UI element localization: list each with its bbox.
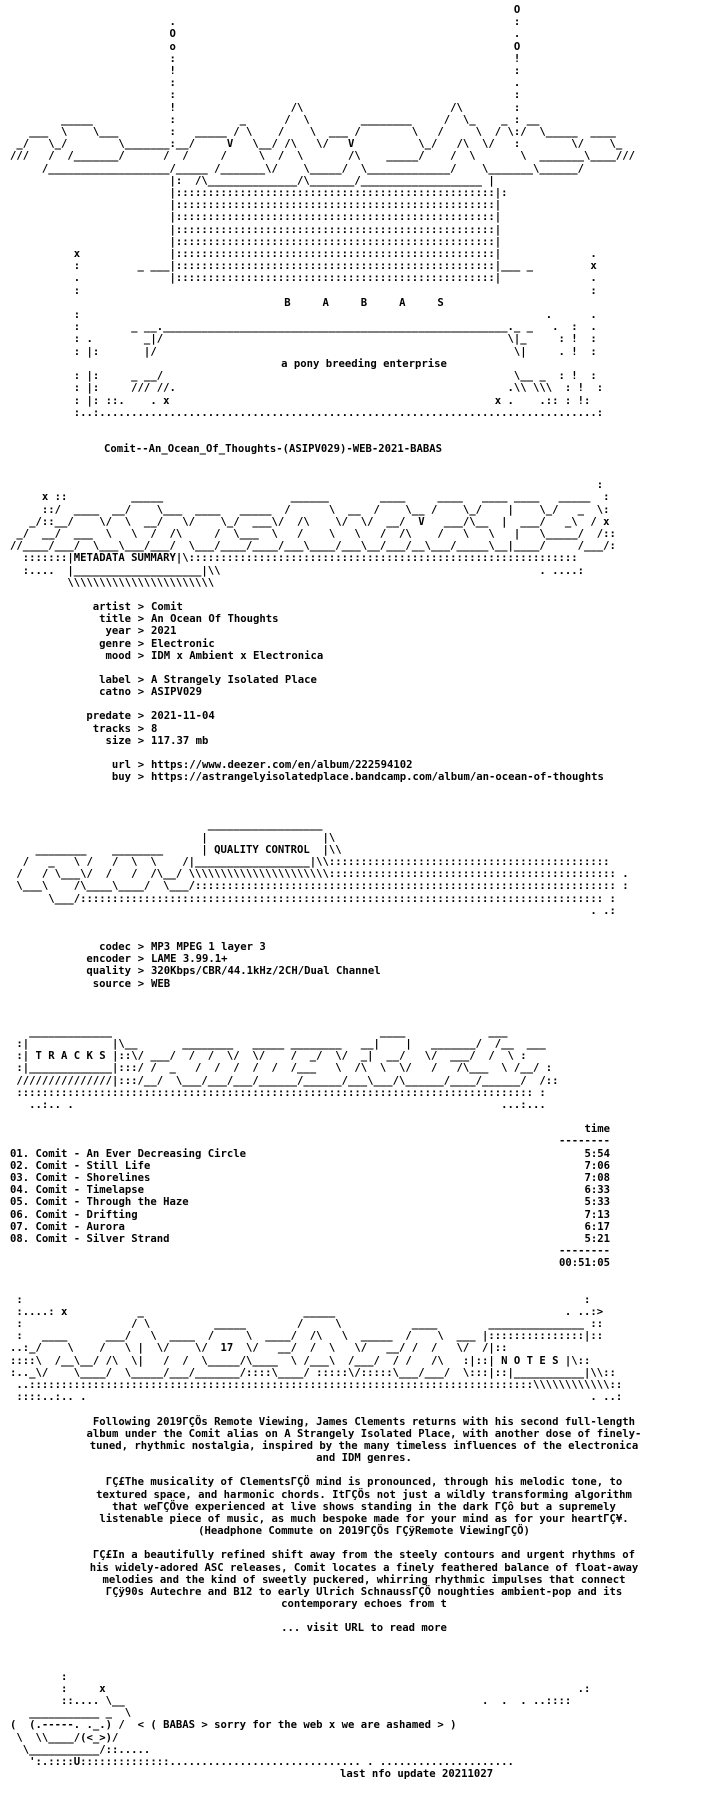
track-row: 06. Comit - Drifting 7:13 [10,1208,610,1221]
notes-paragraph: Following 2019ΓÇÖs Remote Viewing, James Clements returns with his second full-length album under the Comit alias on A Strangely Isolated Place, with another dose of finely-tuned, rhythmic nostalgia, inspired by the many timeless influences of the electronica and IDM genres. [86,1415,642,1465]
notes-paragraph: ΓÇ£In a beautifully refined shift away from the steely contours and urgent rhythms of his widely-adored ASC releases, Comit locates a finely feathered balance of float-away melodies and the kind of sweetly puckered, whirring rhythmic impulses that connect ΓÇÿ90s Autechre and B12 to early Ulrich SchnaussΓÇÖ noughties ambient-pop and its contemporary echoes from t [89,1549,639,1611]
logo-frame-art: : . . : _ __.______________________________________________________._ _ . : . : . _|/ \|_ : ! : : |: |/ \| . ! : [73,309,597,358]
mood-value: IDM x Ambient x Electronica [151,649,324,662]
quality-heading: QUALITY CONTROL [214,843,310,856]
group-letters: B A B A S [284,296,444,309]
artist-value: Comit [151,600,183,613]
url-link[interactable]: https://www.deezer.com/en/album/222594102 [151,758,413,771]
footer-message: < ( BABAS > sorry for the web x we are ashamed > ) [137,1719,457,1732]
metadata-banner-art: : x :: _____ ______ ____ ____ ____ ____ _____ : ::/ ____ __/ \___ ____ _____ / \ __ / \__ / \_/ | \_/ _ \: _/::__/ \/ \ __/ \/ \_/ ___\/ /\ \/ \/ __/ V ___/\__ | ___/ _\ / x _/ __/ ___ \ \ / /\ / \___ \ / \ \ / /\ / \ \ | \_____/ /:: //____/___/ \___\___/___/ \___/____/____/___\____/___\__/___/__\___/_____\__|____/ /___/: [10,479,616,553]
track-time: 5:21 [584,1233,610,1246]
nfo-document [10,4,718,1780]
metadata-heading-box: :::::::|METADATA SUMMARY|\::::::::::::::::::::::::::::::::::::::::::::::::::::::::::::: [10,552,578,565]
track-row: 04. Comit - Timelapse 6:33 [10,1184,610,1197]
genre-value: Electronic [151,637,215,650]
notes-banner-art: : : :....: x _ _____ . ..:> : / \ _____ / \ ____ _______________ :: : ____ ___/ \ ____ / \ ____/ /\ \ _____ / \ ___ |:::::::::::::::|:: ..:_/ \ / \ | \/ \/ 17 \/ __/ / \ \/ __/ / / \/ /|:: [10,1293,604,1355]
tracks-heading: T R A C K S [35,1050,106,1063]
buy-link[interactable]: https://astrangelyisolatedplace.bandcamp.com/album/an-ocean-of-thoughts [151,771,604,784]
last-update: last nfo update 20211027 [340,1768,494,1781]
source-value: WEB [151,977,171,990]
footer-art-bottom: \ \\____/(<_>)/ \___________/::..... ':.::::U::::::::::::::.............................. . ..................... [16,1731,514,1768]
track-name: Comit - Through the Haze [35,1196,189,1209]
track-time: 7:08 [584,1172,610,1185]
track-time: 7:13 [584,1208,610,1221]
time-header-rule: -------- [558,1135,610,1148]
track-time: 7:06 [584,1159,610,1172]
track-time: 6:33 [584,1184,610,1197]
total-time: 00:51:05 [558,1257,610,1270]
track-row: 03. Comit - Shorelines 7:08 [10,1172,610,1185]
footer-art: : : x .: ::.... \__ . . . ..:::: ___________ _ \ [29,1670,591,1720]
notes-text [84,1416,644,1611]
notes-paragraph: ΓÇ£The musicality of ClementsΓÇÖ mind is pronounced, through his melodic tone, to textured space, and harmonic chords. ItΓÇÖs not just a wildly transforming algorithm that weΓÇÖve experienced at live shows standing in the dark ΓÇô but a supremely listenable piece of music, as much bespoke made for your mind as for your heartΓÇ¥. (Headphone Commute on 2019ΓÇÖs ΓÇÿRemote ViewingΓÇÖ) [96,1476,632,1538]
read-more-text: ... visit URL to read more [281,1622,447,1635]
encoder-value: LAME 3.99.1+ [151,953,228,966]
quality-value: 320Kbps/CBR/44.1kHz/2CH/Dual Channel [151,965,381,978]
track-name: Comit - Timelapse [35,1184,144,1197]
total-rule: -------- [558,1245,610,1258]
track-row: 05. Comit - Through the Haze 5:33 [10,1196,610,1209]
codec-value: MP3 MPEG 1 layer 3 [151,941,266,953]
tracks-heading-box: :| T R A C K S |::\/ ___/ / / \/ \/ / _/ \/ _| __/ \/ ___/ / \ : [10,1050,527,1063]
notes-heading: N O T E S [501,1354,559,1367]
quality-banner-art: / _ \ / / \ \ /|__________________|\\:::::::::::::::::::::::::::::::::::::::::::: / / \___\/ / / /\__/ \\\\\\\\\\\\\\\\\\\\\\::::::::::::::::::::::::::::::::::::::::::::: . \___\ /\____\____/ \___/:::::::::::::::::::::::::::::::::::::::::::::::::::::::::::::::::: : \___/:::::::::::::::::::::::::::::::::::::::::::::::::::::::::::::::::::::::::::::::::: : . .: [16,855,629,917]
track-row: 01. Comit - An Ever Decreasing Circle 5:54 [10,1147,610,1160]
metadata-heading: METADATA SUMMARY [73,552,176,565]
time-column-header: time [584,1123,610,1136]
track-name: Comit - An Ever Decreasing Circle [35,1147,247,1160]
notes-banner-bottom: :.._\/ \____/ \_____/___/_______/::::\____/ :::::\/:::::\___/___/ \:::|::|___________|\\:: ..:::::::::::::::::::::::::::::::::::::::::::::::::::::::::::::::::::::::::::::::\\\\\\\\\\\\:: ::::..:.. . . ..: [10,1366,623,1404]
babas-logo-art: O . : O . o O : ! ! : : . : : ! /\ /\ : _____ : _ / \ ________ / \_ _ : __ ___ \ \___ : _____ / \ / \ ___ / \ / \ / \:/ \_____ ____ _/ \_/ \_______:__/ V \__/ /\ \/ V \_/ /\ \/ : \/ \_ /// / /_______/ / / / \ / \ /\ _____/ / \ \ _______\____/// /___________________/_____ /_______\/ \_____/ \_____________/ \_______\______/ |: /\______________/\_______/___________________ | |::::::::::::::::::::::::::::::::::::::::::::::::::|: |::::::::::::::::::::::::::::::::::::::::::::::::::| |::::::::::::::::::::::::::::::::::::::::::::::::::| |::::::::::::::::::::::::::::::::::::::::::::::::::| |::::::::::::::::::::::::::::::::::::::::::::::::::| x |::::::::::::::::::::::::::::::::::::::::::::::::::| . : _ ___|::::::::::::::::::::::::::::::::::::::::::::::::::|___ _ x . |::::::::::::::::::::::::::::::::::::::::::::::::::| . : : [10,4,636,297]
quality-heading-box: ________ ________ | QUALITY CONTROL |\\ [10,843,342,856]
track-time: 5:33 [584,1196,610,1209]
tracks-banner-art: :|_____________|:::/ / _ / / / / / /___ \ /\ \ \/ / /\___ \ /__/ : ///////////////|:::/__/ \___/___/___/______/______/___\___/\______/____/______/ /:: ::::::::::::::::::::::::::::::::::::::::::::::::::::::::::::::::::::::::::::::::: : ..:.. . ...:... [16,1062,559,1112]
metadata-group-stats: predate > 2021-11-04 tracks > 8 size > 117.37 mb [86,710,215,747]
track-name: Comit - Aurora [35,1220,125,1233]
metadata-heading-underline: :.... |____________________|\\ . ....: \\\\\\\\\\\\\\\\\\\\\\\ [22,564,585,589]
metadata-group-label: label > A Strangely Isolated Place catno > ASIPV029 [99,673,317,699]
track-name: Comit - Still Life [35,1159,151,1172]
track-name: Comit - Drifting [35,1208,138,1221]
size-value: 117.37 mb [151,734,209,747]
tracks-value: 8 [151,722,158,735]
footer-line: ( (.-----. ._.) / < ( BABAS > sorry for the web x we are ashamed > ) [10,1719,457,1732]
quality-banner-top: __________________ | |\ [201,819,336,844]
release-name: Comit--An_Ocean_Of_Thoughts-(ASIPV029)-WEB-2021-BABAS [104,442,443,455]
metadata-group-release: artist > Comit title > An Ocean Of Thoughts year > 2021 genre > Electronic mood > IDM x Ambient x Electronica [92,600,324,662]
track-time: 5:54 [584,1147,610,1160]
track-row: 08. Comit - Silver Strand 5:21 [10,1233,610,1246]
logo-frame-bottom-art: : |: _ __/ \__ _ : ! : : |: /// //. .\\ \\\ : ! : : |: ::. . x x . .:: : !: :..:..............................................................................: [73,370,604,419]
predate-value: 2021-11-04 [151,710,215,723]
track-row: 07. Comit - Aurora 6:17 [10,1220,610,1233]
title-value: An Ocean Of Thoughts [151,613,279,626]
catno-value: ASIPV029 [151,686,203,699]
track-name: Comit - Shorelines [35,1172,151,1185]
tagline: a pony breeding enterprise [281,357,447,370]
track-row: 02. Comit - Still Life 7:06 [10,1159,610,1172]
track-listing [10,1123,610,1269]
tracks-banner-top: _____________ ____ ___ :| |\__ ________ _____ ________ __| | _______/ /__ ___ [16,1025,546,1051]
year-value: 2021 [151,625,177,638]
track-name: Comit - Silver Strand [35,1233,170,1246]
metadata-list [10,601,718,783]
label-value: A Strangely Isolated Place [151,673,317,686]
notes-heading-box: ::::\ /__\__/ /\ \| / / \_____/\____ \ /___\ /___/ / / /\ :|::| N O T E S |\:: [10,1354,591,1367]
track-time: 6:17 [584,1220,610,1233]
quality-list: codec > MP3 MPEG 1 layer 3 encoder > LAME 3.99.1+ quality > 320Kbps/CBR/44.1kHz/2CH/Dual Channel source > WEB [86,941,381,990]
metadata-group-links: url > https://www.deezer.com/en/album/222594102 buy > https://astrangelyisolatedplace.bandcamp.com/album/an-ocean-of-thoughts [111,758,604,784]
